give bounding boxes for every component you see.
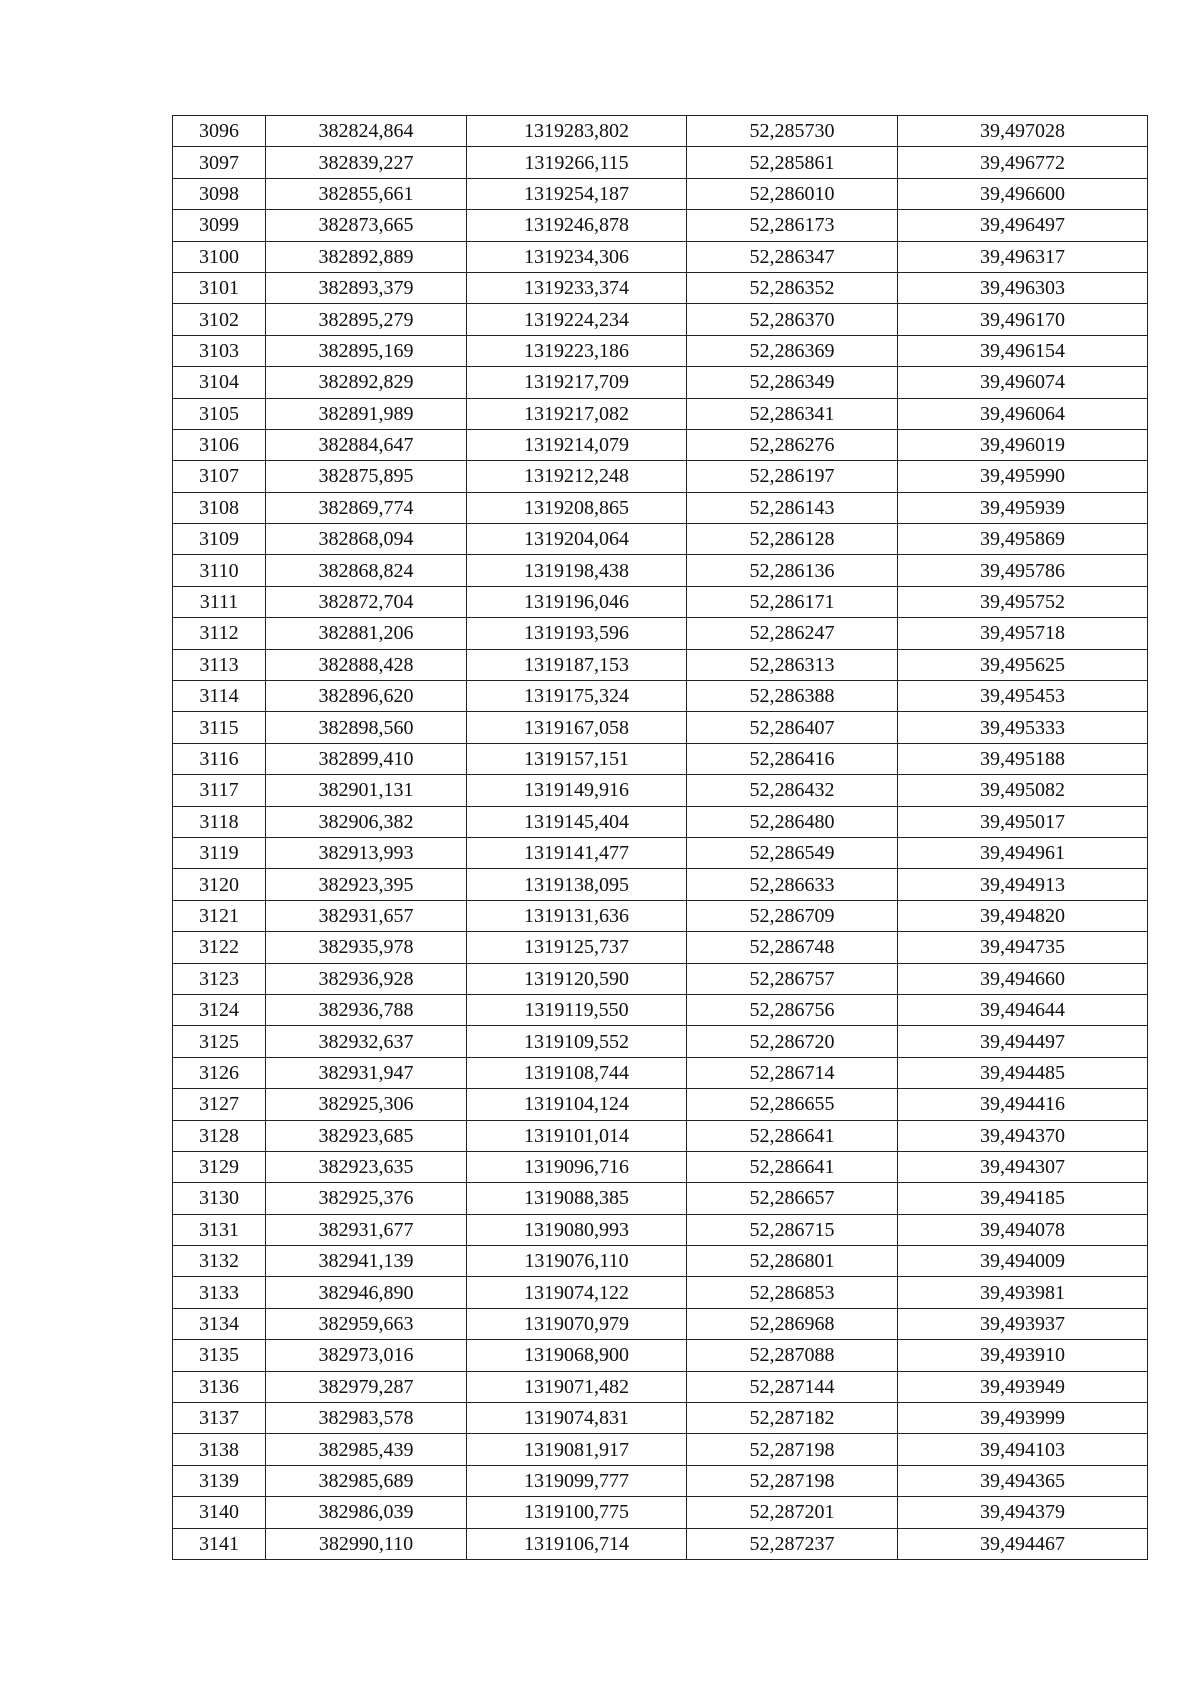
longitude-cell: 39,495869 xyxy=(898,524,1148,555)
latitude-cell: 52,286173 xyxy=(687,210,898,241)
y-coordinate-cell: 1319234,306 xyxy=(467,241,687,272)
latitude-cell: 52,286748 xyxy=(687,932,898,963)
table-row xyxy=(173,1246,1148,1277)
longitude-cell: 39,495453 xyxy=(898,681,1148,712)
point-number-cell: 3115 xyxy=(173,712,266,743)
latitude-cell: 52,286756 xyxy=(687,994,898,1025)
point-number-cell: 3114 xyxy=(173,681,266,712)
x-coordinate-cell: 382931,677 xyxy=(266,1214,467,1245)
latitude-cell: 52,286853 xyxy=(687,1277,898,1308)
x-coordinate-cell: 382892,889 xyxy=(266,241,467,272)
latitude-cell: 52,286657 xyxy=(687,1183,898,1214)
latitude-cell: 52,286714 xyxy=(687,1057,898,1088)
latitude-cell: 52,287182 xyxy=(687,1403,898,1434)
y-coordinate-cell: 1319175,324 xyxy=(467,681,687,712)
longitude-cell: 39,496600 xyxy=(898,178,1148,209)
latitude-cell: 52,286143 xyxy=(687,492,898,523)
latitude-cell: 52,287201 xyxy=(687,1497,898,1528)
table-row xyxy=(173,1120,1148,1151)
point-number-cell: 3098 xyxy=(173,178,266,209)
point-number-cell: 3116 xyxy=(173,743,266,774)
y-coordinate-cell: 1319080,993 xyxy=(467,1214,687,1245)
point-number-cell: 3109 xyxy=(173,524,266,555)
point-number-cell: 3121 xyxy=(173,900,266,931)
longitude-cell: 39,494416 xyxy=(898,1089,1148,1120)
point-number-cell: 3105 xyxy=(173,398,266,429)
latitude-cell: 52,286276 xyxy=(687,429,898,460)
x-coordinate-cell: 382895,279 xyxy=(266,304,467,335)
x-coordinate-cell: 382893,379 xyxy=(266,272,467,303)
x-coordinate-cell: 382932,637 xyxy=(266,1026,467,1057)
latitude-cell: 52,287198 xyxy=(687,1465,898,1496)
y-coordinate-cell: 1319071,482 xyxy=(467,1371,687,1402)
longitude-cell: 39,494370 xyxy=(898,1120,1148,1151)
y-coordinate-cell: 1319081,917 xyxy=(467,1434,687,1465)
table-row xyxy=(173,429,1148,460)
longitude-cell: 39,495939 xyxy=(898,492,1148,523)
table-row xyxy=(173,1214,1148,1245)
x-coordinate-cell: 382869,774 xyxy=(266,492,467,523)
point-number-cell: 3111 xyxy=(173,586,266,617)
longitude-cell: 39,493999 xyxy=(898,1403,1148,1434)
table-row xyxy=(173,743,1148,774)
x-coordinate-cell: 382936,928 xyxy=(266,963,467,994)
y-coordinate-cell: 1319088,385 xyxy=(467,1183,687,1214)
latitude-cell: 52,286641 xyxy=(687,1120,898,1151)
latitude-cell: 52,286388 xyxy=(687,681,898,712)
table-row xyxy=(173,1026,1148,1057)
longitude-cell: 39,496074 xyxy=(898,367,1148,398)
y-coordinate-cell: 1319099,777 xyxy=(467,1465,687,1496)
x-coordinate-cell: 382913,993 xyxy=(266,837,467,868)
x-coordinate-cell: 382983,578 xyxy=(266,1403,467,1434)
y-coordinate-cell: 1319125,737 xyxy=(467,932,687,963)
x-coordinate-cell: 382986,039 xyxy=(266,1497,467,1528)
x-coordinate-cell: 382891,989 xyxy=(266,398,467,429)
point-number-cell: 3137 xyxy=(173,1403,266,1434)
x-coordinate-cell: 382898,560 xyxy=(266,712,467,743)
longitude-cell: 39,495990 xyxy=(898,461,1148,492)
table-row xyxy=(173,712,1148,743)
table-row xyxy=(173,1403,1148,1434)
latitude-cell: 52,286416 xyxy=(687,743,898,774)
latitude-cell: 52,286655 xyxy=(687,1089,898,1120)
table-row xyxy=(173,963,1148,994)
longitude-cell: 39,494078 xyxy=(898,1214,1148,1245)
y-coordinate-cell: 1319104,124 xyxy=(467,1089,687,1120)
longitude-cell: 39,494820 xyxy=(898,900,1148,931)
latitude-cell: 52,286197 xyxy=(687,461,898,492)
longitude-cell: 39,496303 xyxy=(898,272,1148,303)
y-coordinate-cell: 1319167,058 xyxy=(467,712,687,743)
latitude-cell: 52,286010 xyxy=(687,178,898,209)
y-coordinate-cell: 1319224,234 xyxy=(467,304,687,335)
point-number-cell: 3123 xyxy=(173,963,266,994)
table-row xyxy=(173,147,1148,178)
y-coordinate-cell: 1319076,110 xyxy=(467,1246,687,1277)
y-coordinate-cell: 1319149,916 xyxy=(467,775,687,806)
point-number-cell: 3138 xyxy=(173,1434,266,1465)
point-number-cell: 3108 xyxy=(173,492,266,523)
x-coordinate-cell: 382901,131 xyxy=(266,775,467,806)
y-coordinate-cell: 1319217,082 xyxy=(467,398,687,429)
x-coordinate-cell: 382941,139 xyxy=(266,1246,467,1277)
y-coordinate-cell: 1319145,404 xyxy=(467,806,687,837)
x-coordinate-cell: 382931,947 xyxy=(266,1057,467,1088)
y-coordinate-cell: 1319208,865 xyxy=(467,492,687,523)
x-coordinate-cell: 382875,895 xyxy=(266,461,467,492)
y-coordinate-cell: 1319187,153 xyxy=(467,649,687,680)
y-coordinate-cell: 1319157,151 xyxy=(467,743,687,774)
latitude-cell: 52,286136 xyxy=(687,555,898,586)
table-row xyxy=(173,272,1148,303)
point-number-cell: 3096 xyxy=(173,116,266,147)
point-number-cell: 3133 xyxy=(173,1277,266,1308)
point-number-cell: 3124 xyxy=(173,994,266,1025)
point-number-cell: 3130 xyxy=(173,1183,266,1214)
x-coordinate-cell: 382923,635 xyxy=(266,1151,467,1182)
table-row xyxy=(173,586,1148,617)
table-row xyxy=(173,1371,1148,1402)
x-coordinate-cell: 382873,665 xyxy=(266,210,467,241)
table-row xyxy=(173,492,1148,523)
table-row xyxy=(173,618,1148,649)
table-row xyxy=(173,367,1148,398)
table-row xyxy=(173,1308,1148,1339)
table-row xyxy=(173,524,1148,555)
longitude-cell: 39,495625 xyxy=(898,649,1148,680)
table-row xyxy=(173,1151,1148,1182)
latitude-cell: 52,286347 xyxy=(687,241,898,272)
latitude-cell: 52,286370 xyxy=(687,304,898,335)
x-coordinate-cell: 382855,661 xyxy=(266,178,467,209)
longitude-cell: 39,496497 xyxy=(898,210,1148,241)
x-coordinate-cell: 382931,657 xyxy=(266,900,467,931)
point-number-cell: 3118 xyxy=(173,806,266,837)
x-coordinate-cell: 382935,978 xyxy=(266,932,467,963)
x-coordinate-cell: 382892,829 xyxy=(266,367,467,398)
table-row xyxy=(173,1277,1148,1308)
y-coordinate-cell: 1319198,438 xyxy=(467,555,687,586)
longitude-cell: 39,494497 xyxy=(898,1026,1148,1057)
latitude-cell: 52,286349 xyxy=(687,367,898,398)
table-row xyxy=(173,900,1148,931)
point-number-cell: 3113 xyxy=(173,649,266,680)
x-coordinate-cell: 382936,788 xyxy=(266,994,467,1025)
longitude-cell: 39,494009 xyxy=(898,1246,1148,1277)
latitude-cell: 52,286128 xyxy=(687,524,898,555)
longitude-cell: 39,495082 xyxy=(898,775,1148,806)
y-coordinate-cell: 1319141,477 xyxy=(467,837,687,868)
y-coordinate-cell: 1319233,374 xyxy=(467,272,687,303)
x-coordinate-cell: 382899,410 xyxy=(266,743,467,774)
coordinates-table-body xyxy=(173,116,1148,1560)
latitude-cell: 52,286247 xyxy=(687,618,898,649)
longitude-cell: 39,494467 xyxy=(898,1528,1148,1559)
latitude-cell: 52,286720 xyxy=(687,1026,898,1057)
table-row xyxy=(173,1528,1148,1559)
table-row xyxy=(173,335,1148,366)
point-number-cell: 3101 xyxy=(173,272,266,303)
longitude-cell: 39,494913 xyxy=(898,869,1148,900)
point-number-cell: 3119 xyxy=(173,837,266,868)
coordinates-table xyxy=(172,115,1148,1560)
point-number-cell: 3099 xyxy=(173,210,266,241)
y-coordinate-cell: 1319138,095 xyxy=(467,869,687,900)
point-number-cell: 3141 xyxy=(173,1528,266,1559)
x-coordinate-cell: 382895,169 xyxy=(266,335,467,366)
point-number-cell: 3135 xyxy=(173,1340,266,1371)
table-row xyxy=(173,555,1148,586)
x-coordinate-cell: 382896,620 xyxy=(266,681,467,712)
latitude-cell: 52,286715 xyxy=(687,1214,898,1245)
point-number-cell: 3122 xyxy=(173,932,266,963)
table-row xyxy=(173,775,1148,806)
point-number-cell: 3110 xyxy=(173,555,266,586)
y-coordinate-cell: 1319131,636 xyxy=(467,900,687,931)
x-coordinate-cell: 382872,704 xyxy=(266,586,467,617)
x-coordinate-cell: 382881,206 xyxy=(266,618,467,649)
point-number-cell: 3140 xyxy=(173,1497,266,1528)
table-row xyxy=(173,806,1148,837)
latitude-cell: 52,286641 xyxy=(687,1151,898,1182)
longitude-cell: 39,494379 xyxy=(898,1497,1148,1528)
x-coordinate-cell: 382973,016 xyxy=(266,1340,467,1371)
table-row xyxy=(173,210,1148,241)
y-coordinate-cell: 1319108,744 xyxy=(467,1057,687,1088)
x-coordinate-cell: 382923,395 xyxy=(266,869,467,900)
x-coordinate-cell: 382979,287 xyxy=(266,1371,467,1402)
point-number-cell: 3129 xyxy=(173,1151,266,1182)
point-number-cell: 3097 xyxy=(173,147,266,178)
longitude-cell: 39,493910 xyxy=(898,1340,1148,1371)
longitude-cell: 39,496772 xyxy=(898,147,1148,178)
y-coordinate-cell: 1319120,590 xyxy=(467,963,687,994)
latitude-cell: 52,287144 xyxy=(687,1371,898,1402)
latitude-cell: 52,285861 xyxy=(687,147,898,178)
y-coordinate-cell: 1319070,979 xyxy=(467,1308,687,1339)
x-coordinate-cell: 382959,663 xyxy=(266,1308,467,1339)
y-coordinate-cell: 1319096,716 xyxy=(467,1151,687,1182)
y-coordinate-cell: 1319283,802 xyxy=(467,116,687,147)
longitude-cell: 39,496019 xyxy=(898,429,1148,460)
x-coordinate-cell: 382985,689 xyxy=(266,1465,467,1496)
y-coordinate-cell: 1319196,046 xyxy=(467,586,687,617)
point-number-cell: 3104 xyxy=(173,367,266,398)
longitude-cell: 39,495752 xyxy=(898,586,1148,617)
longitude-cell: 39,494185 xyxy=(898,1183,1148,1214)
y-coordinate-cell: 1319217,709 xyxy=(467,367,687,398)
point-number-cell: 3127 xyxy=(173,1089,266,1120)
table-row xyxy=(173,869,1148,900)
longitude-cell: 39,494365 xyxy=(898,1465,1148,1496)
longitude-cell: 39,496317 xyxy=(898,241,1148,272)
longitude-cell: 39,496170 xyxy=(898,304,1148,335)
table-row xyxy=(173,932,1148,963)
y-coordinate-cell: 1319109,552 xyxy=(467,1026,687,1057)
y-coordinate-cell: 1319193,596 xyxy=(467,618,687,649)
point-number-cell: 3131 xyxy=(173,1214,266,1245)
point-number-cell: 3112 xyxy=(173,618,266,649)
point-number-cell: 3100 xyxy=(173,241,266,272)
point-number-cell: 3136 xyxy=(173,1371,266,1402)
y-coordinate-cell: 1319106,714 xyxy=(467,1528,687,1559)
point-number-cell: 3120 xyxy=(173,869,266,900)
longitude-cell: 39,494644 xyxy=(898,994,1148,1025)
longitude-cell: 39,496064 xyxy=(898,398,1148,429)
point-number-cell: 3126 xyxy=(173,1057,266,1088)
longitude-cell: 39,495188 xyxy=(898,743,1148,774)
y-coordinate-cell: 1319223,186 xyxy=(467,335,687,366)
latitude-cell: 52,286369 xyxy=(687,335,898,366)
longitude-cell: 39,495017 xyxy=(898,806,1148,837)
latitude-cell: 52,287237 xyxy=(687,1528,898,1559)
latitude-cell: 52,286549 xyxy=(687,837,898,868)
x-coordinate-cell: 382985,439 xyxy=(266,1434,467,1465)
longitude-cell: 39,495333 xyxy=(898,712,1148,743)
point-number-cell: 3103 xyxy=(173,335,266,366)
y-coordinate-cell: 1319212,248 xyxy=(467,461,687,492)
latitude-cell: 52,286968 xyxy=(687,1308,898,1339)
longitude-cell: 39,494103 xyxy=(898,1434,1148,1465)
y-coordinate-cell: 1319254,187 xyxy=(467,178,687,209)
x-coordinate-cell: 382888,428 xyxy=(266,649,467,680)
latitude-cell: 52,287088 xyxy=(687,1340,898,1371)
table-row xyxy=(173,461,1148,492)
longitude-cell: 39,495786 xyxy=(898,555,1148,586)
point-number-cell: 3107 xyxy=(173,461,266,492)
table-row xyxy=(173,1057,1148,1088)
y-coordinate-cell: 1319068,900 xyxy=(467,1340,687,1371)
latitude-cell: 52,286480 xyxy=(687,806,898,837)
longitude-cell: 39,493981 xyxy=(898,1277,1148,1308)
x-coordinate-cell: 382925,376 xyxy=(266,1183,467,1214)
y-coordinate-cell: 1319266,115 xyxy=(467,147,687,178)
table-row xyxy=(173,116,1148,147)
y-coordinate-cell: 1319204,064 xyxy=(467,524,687,555)
latitude-cell: 52,286352 xyxy=(687,272,898,303)
y-coordinate-cell: 1319074,831 xyxy=(467,1403,687,1434)
point-number-cell: 3125 xyxy=(173,1026,266,1057)
latitude-cell: 52,287198 xyxy=(687,1434,898,1465)
y-coordinate-cell: 1319101,014 xyxy=(467,1120,687,1151)
latitude-cell: 52,286407 xyxy=(687,712,898,743)
table-row xyxy=(173,1340,1148,1371)
x-coordinate-cell: 382868,824 xyxy=(266,555,467,586)
point-number-cell: 3139 xyxy=(173,1465,266,1496)
table-row xyxy=(173,398,1148,429)
longitude-cell: 39,497028 xyxy=(898,116,1148,147)
point-number-cell: 3117 xyxy=(173,775,266,806)
latitude-cell: 52,286432 xyxy=(687,775,898,806)
y-coordinate-cell: 1319119,550 xyxy=(467,994,687,1025)
longitude-cell: 39,493949 xyxy=(898,1371,1148,1402)
y-coordinate-cell: 1319246,878 xyxy=(467,210,687,241)
point-number-cell: 3102 xyxy=(173,304,266,335)
latitude-cell: 52,286801 xyxy=(687,1246,898,1277)
latitude-cell: 52,286313 xyxy=(687,649,898,680)
table-row xyxy=(173,1089,1148,1120)
longitude-cell: 39,493937 xyxy=(898,1308,1148,1339)
table-row xyxy=(173,837,1148,868)
table-row xyxy=(173,681,1148,712)
longitude-cell: 39,494485 xyxy=(898,1057,1148,1088)
longitude-cell: 39,496154 xyxy=(898,335,1148,366)
table-row xyxy=(173,994,1148,1025)
point-number-cell: 3106 xyxy=(173,429,266,460)
longitude-cell: 39,494735 xyxy=(898,932,1148,963)
latitude-cell: 52,285730 xyxy=(687,116,898,147)
latitude-cell: 52,286341 xyxy=(687,398,898,429)
table-row xyxy=(173,1183,1148,1214)
latitude-cell: 52,286633 xyxy=(687,869,898,900)
x-coordinate-cell: 382824,864 xyxy=(266,116,467,147)
table-row xyxy=(173,1497,1148,1528)
table-row xyxy=(173,304,1148,335)
table-row xyxy=(173,241,1148,272)
longitude-cell: 39,494660 xyxy=(898,963,1148,994)
x-coordinate-cell: 382839,227 xyxy=(266,147,467,178)
y-coordinate-cell: 1319074,122 xyxy=(467,1277,687,1308)
point-number-cell: 3128 xyxy=(173,1120,266,1151)
x-coordinate-cell: 382925,306 xyxy=(266,1089,467,1120)
latitude-cell: 52,286709 xyxy=(687,900,898,931)
x-coordinate-cell: 382884,647 xyxy=(266,429,467,460)
longitude-cell: 39,495718 xyxy=(898,618,1148,649)
y-coordinate-cell: 1319214,079 xyxy=(467,429,687,460)
x-coordinate-cell: 382906,382 xyxy=(266,806,467,837)
latitude-cell: 52,286171 xyxy=(687,586,898,617)
x-coordinate-cell: 382990,110 xyxy=(266,1528,467,1559)
x-coordinate-cell: 382923,685 xyxy=(266,1120,467,1151)
point-number-cell: 3134 xyxy=(173,1308,266,1339)
longitude-cell: 39,494307 xyxy=(898,1151,1148,1182)
point-number-cell: 3132 xyxy=(173,1246,266,1277)
table-row xyxy=(173,1465,1148,1496)
latitude-cell: 52,286757 xyxy=(687,963,898,994)
table-row xyxy=(173,1434,1148,1465)
x-coordinate-cell: 382946,890 xyxy=(266,1277,467,1308)
table-row xyxy=(173,178,1148,209)
y-coordinate-cell: 1319100,775 xyxy=(467,1497,687,1528)
x-coordinate-cell: 382868,094 xyxy=(266,524,467,555)
table-row xyxy=(173,649,1148,680)
longitude-cell: 39,494961 xyxy=(898,837,1148,868)
